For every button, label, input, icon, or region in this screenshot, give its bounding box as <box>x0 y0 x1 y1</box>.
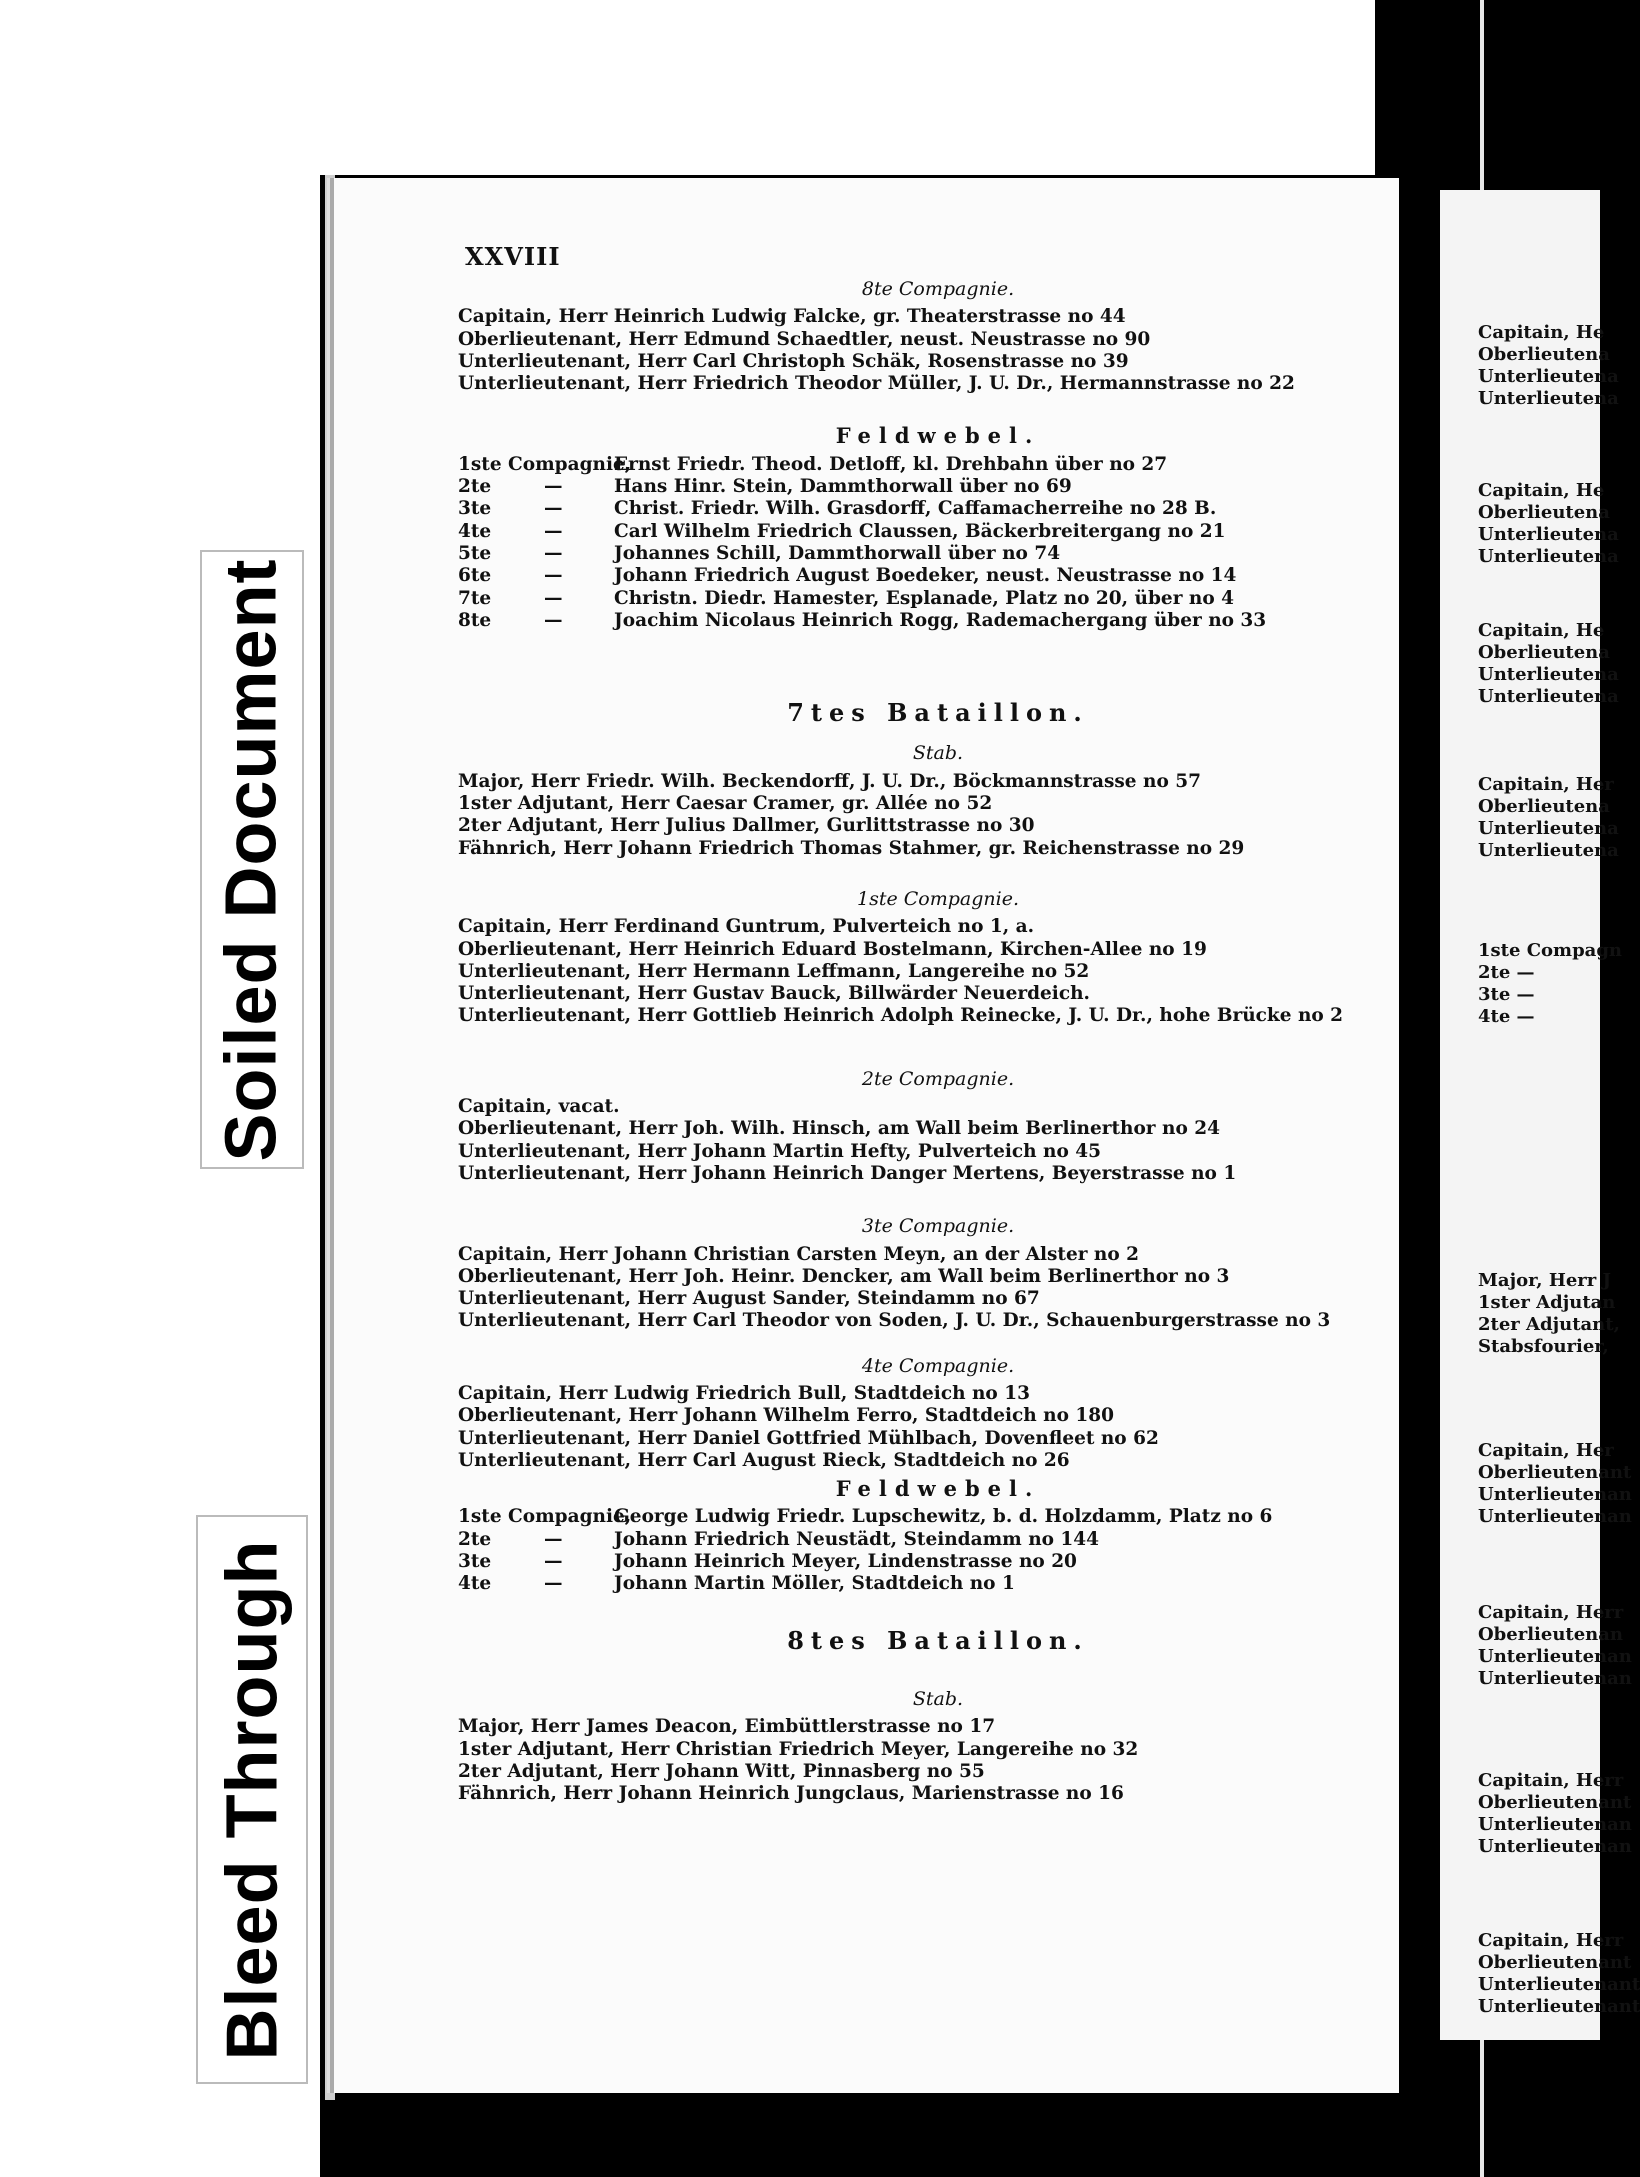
entry-line: 2ter Adjutant, Herr Julius Dallmer, Gurlittstrasse no 30 <box>458 815 1035 837</box>
feldwebel-company: 7te <box>458 587 492 609</box>
top-margin <box>0 0 1440 175</box>
entry-line: Oberlieutenant, Herr Joh. Heinr. Dencker, am Wall beim Berlinerthor no 3 <box>458 1265 1230 1287</box>
banner-bleed-label: Bleed Through <box>212 1539 293 2060</box>
adjacent-page-line: Capitain, Herr <box>1478 1930 1624 1951</box>
adjacent-page-line: Unterlieutena <box>1478 664 1619 685</box>
adjacent-page-line: Unterlieutena <box>1478 546 1619 567</box>
feldwebel-row <box>458 1551 1378 1573</box>
feldwebel-name: Ernst Friedr. Theod. Detloff, kl. Drehbahn über no 27 <box>614 453 1168 475</box>
entry-line: Oberlieutenant, Herr Heinrich Eduard Bostelmann, Kirchen-Allee no 19 <box>458 938 1207 960</box>
feldwebel-dash: — <box>544 1551 563 1573</box>
adjacent-page <box>1440 190 1640 2040</box>
section-heading: Stab. <box>912 1687 964 1710</box>
adjacent-page-line: Major, Herr J <box>1478 1270 1612 1291</box>
section-heading: Stab. <box>912 742 964 765</box>
feldwebel-company: 3te <box>458 1551 492 1573</box>
adjacent-page-line: Unterlieutenan <box>1478 1668 1632 1689</box>
adjacent-page-line: Unterlieutenan <box>1478 1506 1632 1527</box>
entry-line: Unterlieutenant, Herr August Sander, Steindamm no 67 <box>458 1288 1040 1310</box>
adjacent-page-line: Unterlieutena <box>1478 388 1619 409</box>
section-heading: Feldwebel. <box>835 423 1041 449</box>
feldwebel-company: 1ste Compagnie, <box>458 453 632 475</box>
entry-line: Capitain, vacat. <box>458 1096 620 1118</box>
entry-line: Unterlieutenant, Herr Daniel Gottfried Mühlbach, Dovenfleet no 62 <box>458 1427 1159 1449</box>
feldwebel-company: 2te <box>458 476 492 498</box>
feldwebel-row <box>458 610 1378 632</box>
feldwebel-row <box>458 521 1378 543</box>
adjacent-page-line: Oberlieutenant <box>1478 1792 1632 1813</box>
adjacent-page-line: Unterlieutenan <box>1478 1814 1632 1835</box>
feldwebel-name: Johannes Schill, Dammthorwall über no 74 <box>614 542 1061 564</box>
feldwebel-name: Johann Martin Möller, Stadtdeich no 1 <box>614 1573 1015 1595</box>
feldwebel-company: 6te <box>458 565 492 587</box>
feldwebel-company: 2te <box>458 1528 492 1550</box>
section-heading: 4te Compagnie. <box>861 1354 1015 1377</box>
adjacent-page-line: Unterlieutena <box>1478 818 1619 839</box>
adjacent-page-line: Oberlieutena <box>1478 642 1610 663</box>
entry-line: 1ster Adjutant, Herr Christian Friedrich Meyer, Langereihe no 32 <box>458 1738 1139 1760</box>
entry-line: 2ter Adjutant, Herr Johann Witt, Pinnasberg no 55 <box>458 1760 985 1782</box>
adjacent-page-line: Capitain, Herr <box>1478 1602 1624 1623</box>
feldwebel-company: 5te <box>458 542 492 564</box>
entry-line: Oberlieutenant, Herr Edmund Schaedtler, neust. Neustrasse no 90 <box>458 328 1151 350</box>
adjacent-page-line: Stabsfourier, <box>1478 1336 1609 1357</box>
entry-line: Oberlieutenant, Herr Joh. Wilh. Hinsch, am Wall beim Berlinerthor no 24 <box>458 1118 1220 1140</box>
feldwebel-row <box>458 1529 1378 1551</box>
feldwebel-row <box>458 454 1378 476</box>
entry-line: Unterlieutenant, Herr Hermann Leffmann, Langereihe no 52 <box>458 960 1090 982</box>
entry-line: Major, Herr Friedr. Wilh. Beckendorff, J. U. Dr., Böckmannstrasse no 57 <box>458 770 1201 792</box>
feldwebel-dash: — <box>544 587 563 609</box>
adjacent-page-line: Capitain, Her <box>1478 1440 1614 1461</box>
feldwebel-name: Johann Friedrich Neustädt, Steindamm no 144 <box>614 1528 1100 1550</box>
banner-soiled-document <box>200 550 304 1169</box>
adjacent-page-line: Oberlieutenant <box>1478 1952 1632 1973</box>
adjacent-page-line: Oberlieutenan <box>1478 1624 1624 1645</box>
feldwebel-dash: — <box>544 1573 563 1595</box>
feldwebel-row <box>458 543 1378 565</box>
banner-soiled-label: Soiled Document <box>212 557 292 1162</box>
feldwebel-company: 4te <box>458 520 492 542</box>
entry-line: Unterlieutenant, Herr Gustav Bauck, Billwärder Neuerdeich. <box>458 983 1090 1005</box>
adjacent-page-line: Capitain, Her <box>1478 774 1614 795</box>
feldwebel-name: Hans Hinr. Stein, Dammthorwall über no 69 <box>614 476 1072 498</box>
feldwebel-company: 1ste Compagnie, <box>458 1506 632 1528</box>
entry-line: Capitain, Herr Heinrich Ludwig Falcke, gr. Theaterstrasse no 44 <box>458 306 1126 328</box>
adjacent-page-line: Unterlieutenant <box>1478 1996 1640 2017</box>
adjacent-page-line: Oberlieutena <box>1478 502 1610 523</box>
entry-line: Unterlieutenant, Herr Carl Theodor von Soden, J. U. Dr., Schauenburgerstrasse no 3 <box>458 1310 1331 1332</box>
adjacent-page-line: Oberlieutena <box>1478 796 1610 817</box>
adjacent-page-line: Oberlieutenant <box>1478 1462 1632 1483</box>
entry-line: Major, Herr James Deacon, Eimbüttlerstrasse no 17 <box>458 1716 996 1738</box>
feldwebel-dash: — <box>544 476 563 498</box>
entry-line: Oberlieutenant, Herr Johann Wilhelm Ferro, Stadtdeich no 180 <box>458 1405 1115 1427</box>
entry-line: Fähnrich, Herr Johann Friedrich Thomas Stahmer, gr. Reichenstrasse no 29 <box>458 837 1245 859</box>
feldwebel-row <box>458 1573 1378 1595</box>
adjacent-page-line: Capitain, He <box>1478 620 1605 641</box>
feldwebel-company: 8te <box>458 609 492 631</box>
page-number: XXVIII <box>465 242 561 271</box>
feldwebel-name: George Ludwig Friedr. Lupschewitz, b. d. Holzdamm, Platz no 6 <box>614 1506 1273 1528</box>
feldwebel-company: 3te <box>458 498 492 520</box>
adjacent-page-line: Unterlieutenan <box>1478 1836 1632 1857</box>
feldwebel-row <box>458 588 1378 610</box>
adjacent-page-line: Unterlieutena <box>1478 686 1619 707</box>
section-heading: 7tes Bataillon. <box>787 698 1089 728</box>
adjacent-page-line: Unterlieutena <box>1478 524 1619 545</box>
adjacent-page-line: Oberlieutena <box>1478 344 1610 365</box>
adjacent-page-line: Capitain, He <box>1478 480 1605 501</box>
document-text <box>458 240 1378 1805</box>
section-heading: 3te Compagnie. <box>861 1215 1015 1238</box>
feldwebel-name: Christ. Friedr. Wilh. Grasdorff, Caffamacherreihe no 28 B. <box>614 498 1217 520</box>
feldwebel-row <box>458 498 1378 520</box>
adjacent-page-line: 3te — <box>1478 984 1535 1005</box>
section-heading: 8te Compagnie. <box>861 278 1015 300</box>
feldwebel-row <box>458 1506 1378 1528</box>
adjacent-page-line: 4te — <box>1478 1006 1535 1027</box>
entry-line: Capitain, Herr Ferdinand Guntrum, Pulverteich no 1, a. <box>458 916 1035 938</box>
adjacent-page-line: 2te — <box>1478 962 1535 983</box>
feldwebel-name: Johann Friedrich August Boedeker, neust. Neustrasse no 14 <box>614 565 1237 587</box>
entry-line: 1ster Adjutant, Herr Caesar Cramer, gr. Allée no 52 <box>458 793 993 815</box>
feldwebel-dash: — <box>544 498 563 520</box>
entry-line: Unterlieutenant, Herr Johann Heinrich Danger Mertens, Beyerstrasse no 1 <box>458 1162 1237 1184</box>
adjacent-page-line: Unterlieutenan <box>1478 1646 1632 1667</box>
feldwebel-name: Carl Wilhelm Friedrich Claussen, Bäckerbreitergang no 21 <box>614 520 1226 542</box>
entry-line: Capitain, Herr Johann Christian Carsten Meyn, an der Alster no 2 <box>458 1243 1140 1265</box>
feldwebel-name: Johann Heinrich Meyer, Lindenstrasse no 20 <box>614 1551 1077 1573</box>
adjacent-page-line: Unterlieutenan <box>1478 1484 1632 1505</box>
entry-line: Unterlieutenant, Herr Friedrich Theodor Müller, J. U. Dr., Hermannstrasse no 22 <box>458 373 1295 395</box>
entry-line: Fähnrich, Herr Johann Heinrich Jungclaus, Marienstrasse no 16 <box>458 1783 1124 1805</box>
feldwebel-name: Christn. Diedr. Hamester, Esplanade, Platz no 20, über no 4 <box>614 587 1234 609</box>
feldwebel-dash: — <box>544 565 563 587</box>
feldwebel-row <box>458 565 1378 587</box>
adjacent-page-line: 1ster Adjutan <box>1478 1292 1616 1313</box>
feldwebel-name: Joachim Nicolaus Heinrich Rogg, Rademachergang über no 33 <box>614 609 1267 631</box>
feldwebel-dash: — <box>544 520 563 542</box>
feldwebel-company: 4te <box>458 1573 492 1595</box>
adjacent-page-line: Unterlieutenant <box>1478 1974 1640 1995</box>
entry-line: Unterlieutenant, Herr Gottlieb Heinrich Adolph Reinecke, J. U. Dr., hohe Brücke no 2 <box>458 1005 1344 1027</box>
section-heading: 2te Compagnie. <box>861 1067 1015 1090</box>
feldwebel-dash: — <box>544 1528 563 1550</box>
section-heading: 1ste Compagnie. <box>856 887 1019 910</box>
adjacent-page-line: 2ter Adjutant, <box>1478 1314 1620 1335</box>
feldwebel-dash: — <box>544 542 563 564</box>
adjacent-page-line: Capitain, He <box>1478 322 1605 343</box>
adjacent-page-line: Unterlieutena <box>1478 366 1619 387</box>
entry-line: Unterlieutenant, Herr Carl Christoph Schäk, Rosenstrasse no 39 <box>458 350 1129 372</box>
entry-line: Unterlieutenant, Herr Johann Martin Hefty, Pulverteich no 45 <box>458 1140 1102 1162</box>
section-heading: Feldwebel. <box>835 1476 1041 1502</box>
section-heading: 8tes Bataillon. <box>787 1625 1089 1655</box>
entry-line: Capitain, Herr Ludwig Friedrich Bull, Stadtdeich no 13 <box>458 1382 1030 1404</box>
adjacent-page-line: Unterlieutena <box>1478 840 1619 861</box>
adjacent-page-line: 1ste Compagn <box>1478 940 1622 961</box>
adjacent-page-line: Capitain, Herr <box>1478 1770 1624 1791</box>
feldwebel-dash: — <box>544 609 563 631</box>
feldwebel-row <box>458 476 1378 498</box>
entry-line: Unterlieutenant, Herr Carl August Rieck, Stadtdeich no 26 <box>458 1449 1070 1471</box>
banner-bleed-through <box>196 1515 308 2084</box>
